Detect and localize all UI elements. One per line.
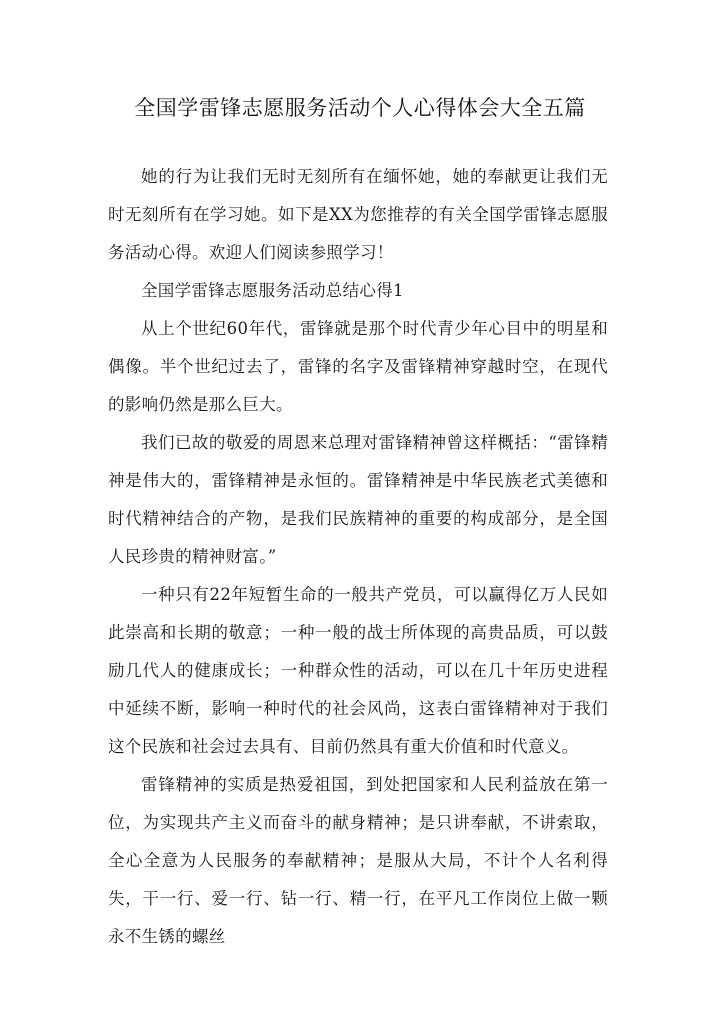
document-body — [108, 158, 608, 956]
paragraph: 我们已故的敬爱的周恩来总理对雷锋精神曾这样概括：“雷锋精神是伟大的，雷锋精神是永恒的。雷锋精神是中华民族老式美德和时代精神结合的产物，是我们民族精神的重要的构成部分，是全国人民珍贵的精神财富。” — [108, 433, 608, 566]
section-heading: 全国学雷锋志愿服务活动总结心得1 — [141, 281, 404, 300]
paragraph-intro: 她的行为让我们无时无刻所有在缅怀她，她的奉献更让我们无时无刻所有在学习她。如下是XX为您推荐的有关全国学雷锋志愿服务活动心得。欢迎人们阅读参照学习！ — [108, 167, 608, 262]
paragraph: 一种只有22年短暂生命的一般共产党员，可以赢得亿万人民如此崇高和长期的敬意；一种一般的战士所体现的高贵品质，可以鼓励几代人的健康成长；一种群众性的活动，可以在几十年历史进程中延续不断，影响一种时代的社会风尚，这表白雷锋精神对于我们这个民族和社会过去具有、目前仍然具有重大价值和时代意义。 — [108, 585, 608, 756]
paragraph: 从上个世纪60年代，雷锋就是那个时代青少年心目中的明星和偶像。半个世纪过去了，雷锋的名字及雷锋精神穿越时空，在现代的影响仍然是那么巨大。 — [108, 319, 608, 414]
paragraph: 雷锋精神的实质是热爱祖国，到处把国家和人民利益放在第一位，为实现共产主义而奋斗的献身精神；是只讲奉献，不讲索取，全心全意为人民服务的奉献精神；是服从大局，不计个人名利得失，干一行、爱一行、钻一行、精一行，在平凡工作岗位上做一颗永不生锈的螺丝 — [108, 775, 608, 946]
document-title: 全国学雷锋志愿服务活动个人心得体会大全五篇 — [134, 96, 586, 120]
